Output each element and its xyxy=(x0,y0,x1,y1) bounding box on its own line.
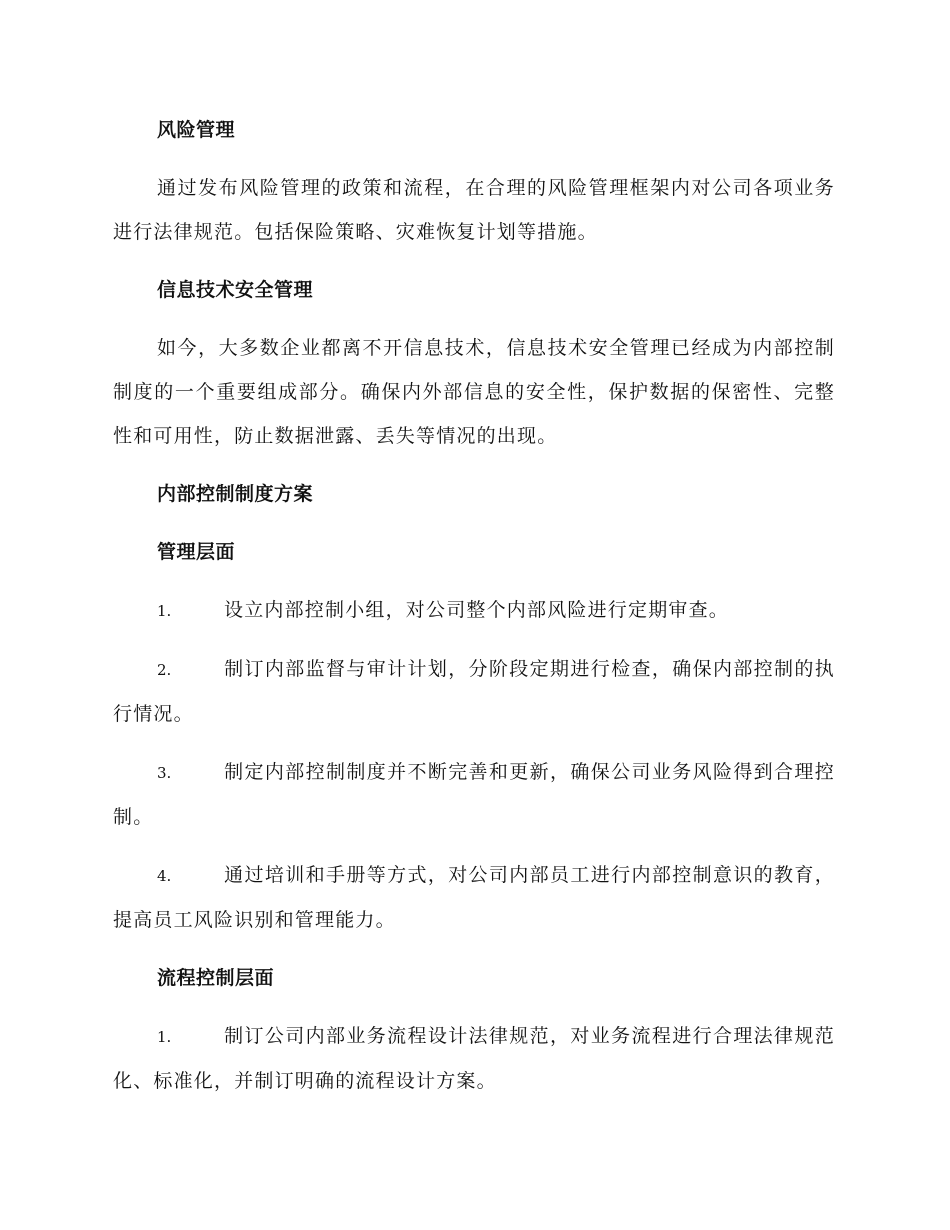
list-item-number: 1. xyxy=(157,1028,172,1046)
list-item xyxy=(113,853,835,942)
document-page xyxy=(113,108,835,1117)
list-item xyxy=(113,750,835,839)
subsection-heading-management-level: 管理层面 xyxy=(157,541,236,563)
section-heading-it-security: 信息技术安全管理 xyxy=(157,279,314,301)
list-item-text: 制订内部监督与审计计划，分阶段定期进行检查，确保内部控制的执行情况。 xyxy=(113,658,835,725)
list-item xyxy=(113,1014,835,1103)
paragraph-it-security: 如今，大多数企业都离不开信息技术，信息技术安全管理已经成为内部控制制度的一个重要组成部分。确保内外部信息的安全性，保护数据的保密性、完整性和可用性，防止数据泄露、丢失等情况的出现。 xyxy=(113,337,835,447)
paragraph-risk-management: 通过发布风险管理的政策和流程，在合理的风险管理框架内对公司各项业务进行法律规范。包括保险策略、灾难恢复计划等措施。 xyxy=(113,177,835,243)
list-item-text: 制订公司内部业务流程设计法律规范，对业务流程进行合理法律规范化、标准化，并制订明确的流程设计方案。 xyxy=(113,1025,835,1092)
list-item-text: 设立内部控制小组，对公司整个内部风险进行定期审查。 xyxy=(224,599,730,621)
list-item-number: 1. xyxy=(157,602,172,620)
list-item-text: 通过培训和手册等方式，对公司内部员工进行内部控制意识的教育，提高员工风险识别和管理能力。 xyxy=(113,864,835,931)
subsection-heading-process-control-level: 流程控制层面 xyxy=(157,967,275,989)
list-item xyxy=(113,647,835,736)
list-item xyxy=(113,588,835,633)
section-heading-internal-control-plan: 内部控制制度方案 xyxy=(157,483,314,505)
list-item-number: 3. xyxy=(157,764,172,782)
list-item-text: 制定内部控制制度并不断完善和更新，确保公司业务风险得到合理控制。 xyxy=(113,761,835,828)
list-item-number: 4. xyxy=(157,867,172,885)
section-heading-risk-management: 风险管理 xyxy=(157,119,236,141)
list-item-number: 2. xyxy=(157,661,172,679)
